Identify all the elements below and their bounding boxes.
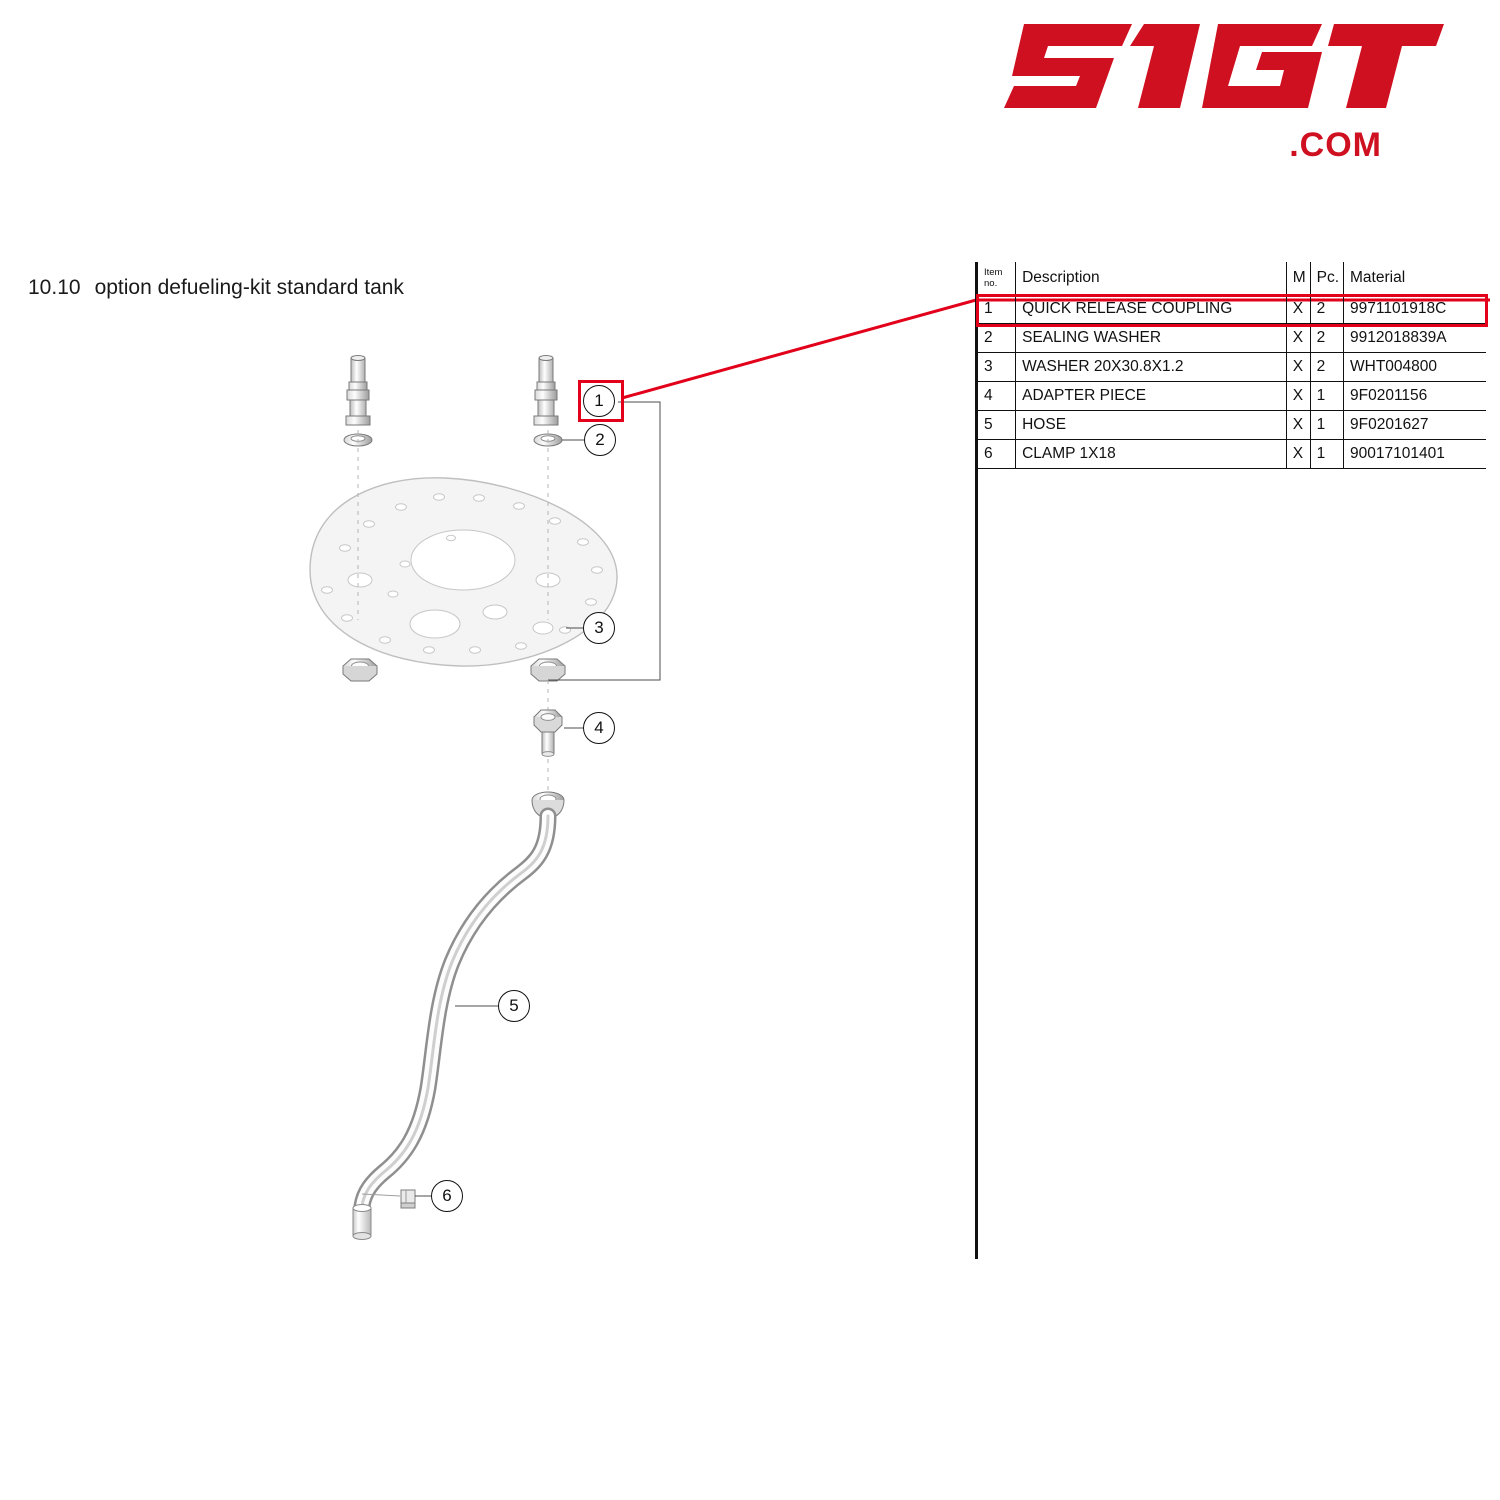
- section-title: option defueling-kit standard tank: [94, 276, 404, 299]
- callout-balloon-1[interactable]: 1: [583, 385, 615, 417]
- cell-pc: 2: [1310, 324, 1343, 353]
- header-description: Description: [1016, 262, 1287, 295]
- cell-description: SEALING WASHER: [1016, 324, 1287, 353]
- cell-m: X: [1286, 295, 1310, 324]
- cell-material: 9F0201156: [1344, 382, 1486, 411]
- logo-dotcom-text: .COM: [1289, 126, 1382, 164]
- callout-balloon-4[interactable]: 4: [583, 712, 615, 744]
- cell-m: X: [1286, 353, 1310, 382]
- cell-description: WASHER 20X30.8X1.2: [1016, 353, 1287, 382]
- cell-item-no: 6: [978, 440, 1016, 469]
- header-item-no: Item no.: [978, 262, 1016, 295]
- callout-balloon-5[interactable]: 5: [498, 990, 530, 1022]
- callout-balloon-3[interactable]: 3: [583, 612, 615, 644]
- cell-description: HOSE: [1016, 411, 1287, 440]
- cell-item-no: 2: [978, 324, 1016, 353]
- cell-material: WHT004800: [1344, 353, 1486, 382]
- table-row[interactable]: [978, 382, 1486, 411]
- cell-pc: 2: [1310, 295, 1343, 324]
- cell-item-no: 1: [978, 295, 1016, 324]
- logo-51gt3-icon: [1004, 18, 1444, 114]
- cell-description: ADAPTER PIECE: [1016, 382, 1287, 411]
- cell-item-no: 3: [978, 353, 1016, 382]
- table-row[interactable]: [978, 295, 1486, 324]
- table-row[interactable]: [978, 440, 1486, 469]
- cell-m: X: [1286, 440, 1310, 469]
- drawing-svg: [0, 150, 975, 1350]
- cell-pc: 1: [1310, 382, 1343, 411]
- cell-item-no: 4: [978, 382, 1016, 411]
- section-number: 10.10: [28, 276, 81, 299]
- cell-m: X: [1286, 411, 1310, 440]
- cell-m: X: [1286, 324, 1310, 353]
- cell-item-no: 5: [978, 411, 1016, 440]
- cell-material: 9912018839A: [1344, 324, 1486, 353]
- header-m: M: [1286, 262, 1310, 295]
- table-row[interactable]: [978, 411, 1486, 440]
- highlight-box-callout-1: [578, 380, 624, 422]
- table-header-row: [978, 262, 1486, 295]
- callout-balloon-6[interactable]: 6: [431, 1180, 463, 1212]
- header-pc: Pc.: [1310, 262, 1343, 295]
- cell-description: QUICK RELEASE COUPLING: [1016, 295, 1287, 324]
- cell-description: CLAMP 1X18: [1016, 440, 1287, 469]
- header-material: Material: [1344, 262, 1486, 295]
- site-logo: [1004, 18, 1444, 164]
- table-row[interactable]: [978, 353, 1486, 382]
- cell-m: X: [1286, 382, 1310, 411]
- parts-list-table: [978, 262, 1486, 469]
- table-row[interactable]: [978, 324, 1486, 353]
- cell-pc: 2: [1310, 353, 1343, 382]
- cell-material: 9971101918C: [1344, 295, 1486, 324]
- callout-balloon-2[interactable]: 2: [584, 424, 616, 456]
- cell-material: 90017101401: [1344, 440, 1486, 469]
- cell-pc: 1: [1310, 440, 1343, 469]
- cell-pc: 1: [1310, 411, 1343, 440]
- cell-material: 9F0201627: [1344, 411, 1486, 440]
- exploded-parts-drawing: [0, 150, 975, 1350]
